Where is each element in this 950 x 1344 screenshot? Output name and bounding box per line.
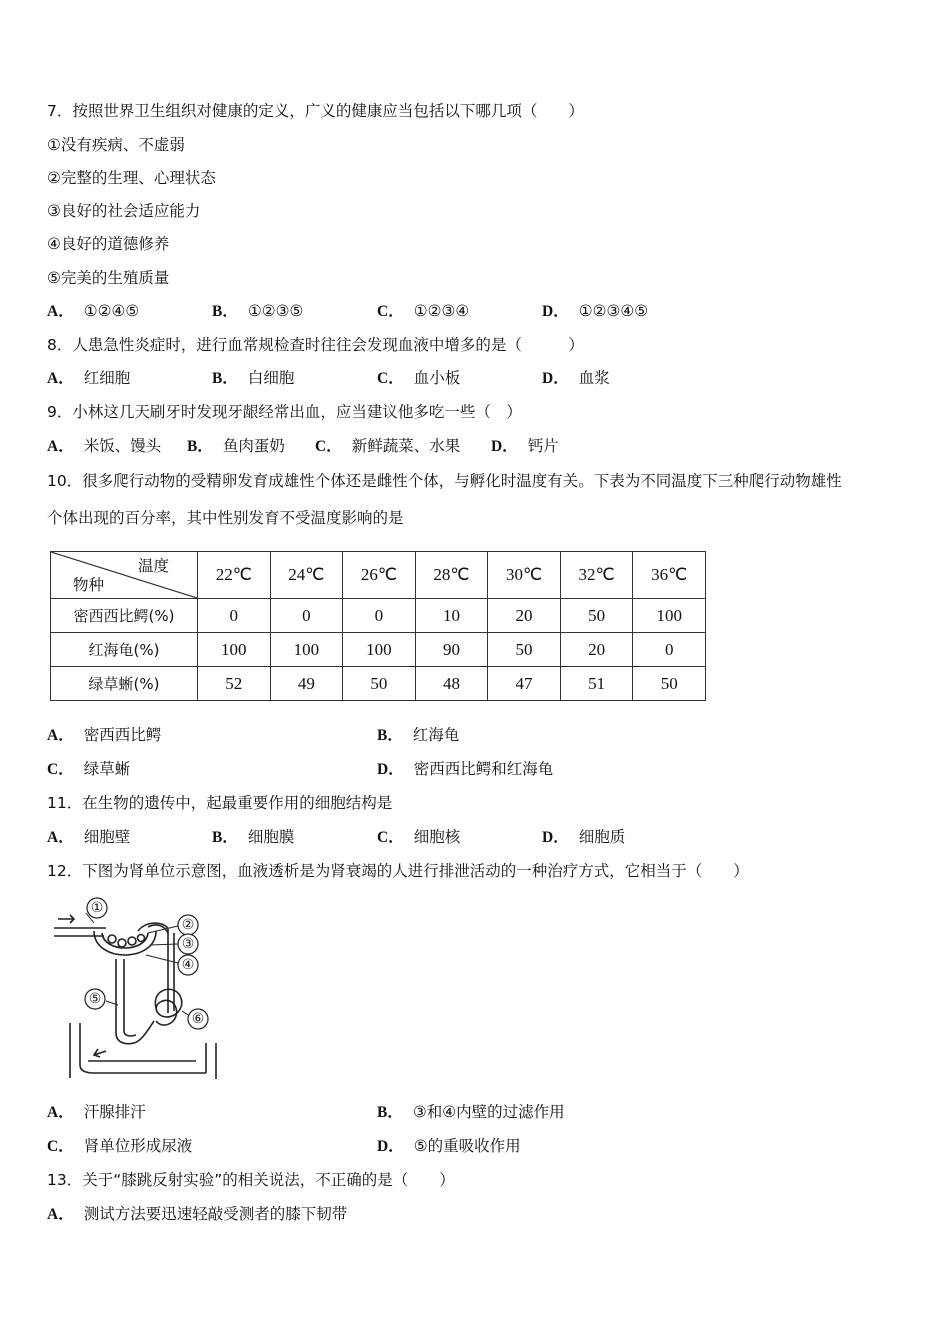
table-row (51, 667, 706, 701)
q12-option-a[interactable]: A． 汗腺排汗 (47, 1103, 146, 1121)
table-cell: 51 (560, 667, 633, 701)
q9-option-d[interactable]: D． 钙片 (491, 437, 559, 455)
table-cell: 100 (270, 633, 343, 667)
diagram-label-6: ⑥ (191, 1011, 205, 1027)
table-cell: 20 (560, 633, 633, 667)
table-header-row (51, 552, 706, 599)
q7-item-2: ②完整的生理、心理状态 (47, 169, 216, 187)
corner-label-temperature: 温度 (137, 557, 169, 575)
q10-options-row-2 (47, 759, 907, 779)
table-cell: 100 (198, 633, 271, 667)
diagram-label-2: ② (181, 917, 195, 933)
table-cell: 50 (488, 633, 561, 667)
table-cell: 0 (270, 599, 343, 633)
q9-option-b[interactable]: B． 鱼肉蛋奶 (187, 437, 285, 455)
q10-stem-line-1: 10．很多爬行动物的受精卵发育成雄性个体还是雌性个体，与孵化时温度有关。下表为不同温度下三种爬行动物雄性 (47, 472, 842, 490)
q7-option-d[interactable]: D． ①②③④⑤ (542, 302, 649, 320)
q7-option-c[interactable]: C． ①②③④ (377, 302, 470, 320)
temp-header: 22℃ (198, 552, 271, 599)
table-cell: 0 (343, 599, 416, 633)
q13-stem: 13．关于“膝跳反射实验”的相关说法，不正确的是（ ） (47, 1171, 455, 1189)
q13-option-a[interactable]: A． 测试方法要迅速轻敲受测者的膝下韧带 (47, 1205, 348, 1223)
q10-stem-line-2: 个体出现的百分率，其中性别发育不受温度影响的是 (47, 509, 404, 527)
table-cell: 50 (560, 599, 633, 633)
species-label: 红海龟(%) (51, 633, 198, 667)
table-cell: 10 (415, 599, 488, 633)
q11-stem: 11．在生物的遗传中，起最重要作用的细胞结构是 (47, 794, 393, 812)
q8-stem: 8．人患急性炎症时，进行血常规检查时往往会发现血液中增多的是（ ） (47, 336, 584, 354)
q10-options-row-1 (47, 725, 907, 745)
diagram-label-4: ④ (181, 957, 195, 973)
corner-label-species: 物种 (73, 576, 105, 594)
q9-option-a[interactable]: A． 米饭、馒头 (47, 437, 162, 455)
temp-header: 36℃ (633, 552, 706, 599)
table-cell: 0 (198, 599, 271, 633)
q7-options (47, 301, 907, 321)
table-cell: 20 (488, 599, 561, 633)
table-cell: 48 (415, 667, 488, 701)
table-cell: 50 (343, 667, 416, 701)
q12-option-d[interactable]: D． ⑤的重吸收作用 (377, 1137, 521, 1155)
temp-header: 28℃ (415, 552, 488, 599)
q12-option-c[interactable]: C． 肾单位形成尿液 (47, 1137, 193, 1155)
temp-header: 30℃ (488, 552, 561, 599)
species-label: 密西西比鳄(%) (51, 599, 198, 633)
q7-item-1: ①没有疾病、不虚弱 (47, 136, 185, 154)
table-cell: 0 (633, 633, 706, 667)
table-row (51, 633, 706, 667)
q8-option-b[interactable]: B． 白细胞 (212, 369, 295, 387)
temp-header: 32℃ (560, 552, 633, 599)
q9-stem: 9．小林这几天刷牙时发现牙龈经常出血，应当建议他多吃一些（ ） (47, 403, 522, 421)
q7-item-3: ③良好的社会适应能力 (47, 202, 201, 220)
q7-option-b[interactable]: B． ①②③⑤ (212, 302, 304, 320)
table-row (51, 599, 706, 633)
q9-option-c[interactable]: C． 新鲜蔬菜、水果 (315, 437, 461, 455)
q11-option-c[interactable]: C． 细胞核 (377, 828, 461, 846)
q11-option-b[interactable]: B． 细胞膜 (212, 828, 295, 846)
q7-item-5: ⑤完美的生殖质量 (47, 269, 170, 287)
q9-options (47, 436, 907, 456)
temp-header: 26℃ (343, 552, 416, 599)
q10-option-d[interactable]: D． 密西西比鳄和红海龟 (377, 760, 554, 778)
q11-option-a[interactable]: A． 细胞壁 (47, 828, 131, 846)
table-cell: 100 (343, 633, 416, 667)
q12-options-row-1 (47, 1102, 907, 1122)
q7-stem: 7．按照世界卫生组织对健康的定义，广义的健康应当包括以下哪几项（ ） (47, 102, 584, 120)
q11-options (47, 827, 907, 847)
q12-options-row-2 (47, 1136, 907, 1156)
q11-option-d[interactable]: D． 细胞质 (542, 828, 626, 846)
q8-option-c[interactable]: C． 血小板 (377, 369, 461, 387)
q10-option-c[interactable]: C． 绿草蜥 (47, 760, 131, 778)
diagram-label-1: ① (90, 900, 104, 916)
table-corner-cell (51, 552, 198, 599)
q8-option-d[interactable]: D． 血浆 (542, 369, 610, 387)
temp-header: 24℃ (270, 552, 343, 599)
q12-stem: 12．下图为肾单位示意图，血液透析是为肾衰竭的人进行排泄活动的一种治疗方式，它相当于（ ） (47, 862, 749, 880)
q8-option-a[interactable]: A． 红细胞 (47, 369, 131, 387)
q8-options (47, 368, 907, 388)
table-cell: 52 (198, 667, 271, 701)
q7-item-4: ④良好的道德修养 (47, 235, 170, 253)
table-cell: 90 (415, 633, 488, 667)
table-cell: 49 (270, 667, 343, 701)
temperature-sex-table (50, 551, 706, 701)
species-label: 绿草蜥(%) (51, 667, 198, 701)
diagram-label-5: ⑤ (88, 991, 102, 1007)
table-cell: 47 (488, 667, 561, 701)
table-cell: 100 (633, 599, 706, 633)
q10-option-a[interactable]: A． 密西西比鳄 (47, 726, 162, 744)
q7-option-a[interactable]: A． ①②④⑤ (47, 302, 140, 320)
q13-options (47, 1204, 907, 1224)
diagram-label-3: ③ (181, 936, 195, 952)
nephron-diagram (46, 893, 236, 1083)
q10-option-b[interactable]: B． 红海龟 (377, 726, 460, 744)
q12-option-b[interactable]: B． ③和④内壁的过滤作用 (377, 1103, 565, 1121)
table-cell: 50 (633, 667, 706, 701)
